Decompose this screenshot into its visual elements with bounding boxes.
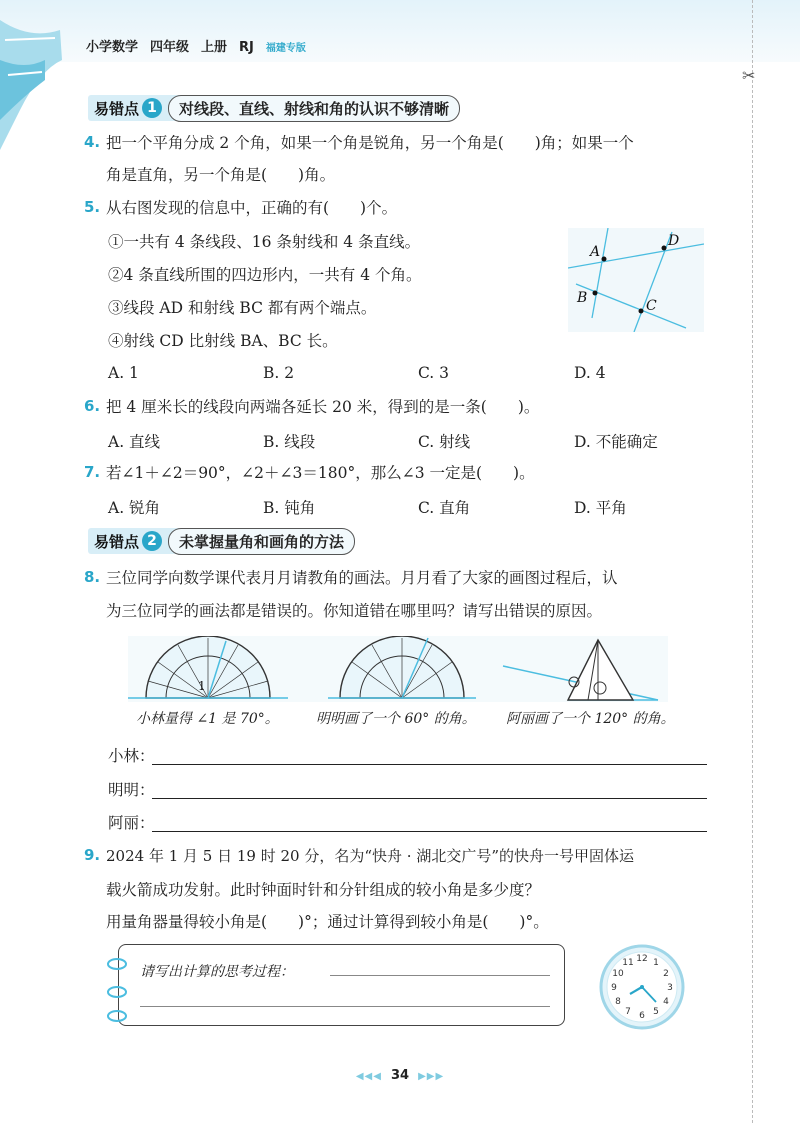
question-number: 4.	[84, 133, 101, 151]
option-d[interactable]: D. 不能确定	[574, 433, 658, 451]
option-a[interactable]: A. 锐角	[108, 499, 161, 517]
answer-line-xiaolin[interactable]	[152, 764, 707, 765]
svg-text:1: 1	[653, 958, 659, 968]
clock-figure	[596, 944, 688, 1030]
protractor-figures	[128, 636, 668, 702]
svg-text:2: 2	[663, 969, 669, 979]
option-c[interactable]: C. 3	[418, 364, 450, 382]
statement-1: ①一共有 4 条线段、16 条射线和 4 条直线。	[108, 233, 421, 251]
question-9-line2: 载火箭成功发射。此时钟面时针和分针组成的较小角是多少度？	[106, 881, 541, 899]
point-b-label: B	[577, 290, 588, 306]
caption-ali: 阿丽画了一个 120° 的角。	[506, 711, 675, 727]
option-c[interactable]: C. 直角	[418, 499, 471, 517]
option-d[interactable]: D. 4	[574, 364, 606, 382]
work-box	[118, 944, 565, 1026]
work-line-1[interactable]	[330, 975, 550, 976]
option-d[interactable]: D. 平角	[574, 499, 627, 517]
svg-text:11: 11	[622, 958, 634, 968]
question-8-line2: 为三位同学的画法都是错误的。你知道错在哪里吗？请写出错误的原因。	[106, 602, 603, 620]
spiral-binding-icon	[104, 956, 130, 1026]
svg-text:9: 9	[611, 983, 617, 993]
svg-text:3: 3	[667, 983, 673, 993]
statement-2: ②4 条直线所围的四边形内，一共有 4 个角。	[108, 266, 422, 284]
statement-4: ④射线 CD 比射线 BA、BC 长。	[108, 332, 338, 350]
statement-3: ③线段 AD 和射线 BC 都有两个端点。	[108, 299, 377, 317]
protractor-1	[128, 636, 288, 698]
point-d-label: D	[668, 233, 680, 249]
option-b[interactable]: B. 钝角	[263, 499, 316, 517]
cut-line	[752, 0, 753, 1123]
scissors-icon: ✂	[742, 66, 756, 85]
point-c-label: C	[646, 298, 657, 314]
caption-xiaolin: 小林量得 ∠1 是 70°。	[136, 711, 279, 727]
running-header: 小学数学 四年级 上册 RJ 福建专版	[86, 40, 306, 55]
svg-text:8: 8	[615, 997, 621, 1007]
point-a-label: A	[590, 244, 601, 260]
work-prompt: 请写出计算的思考过程：	[140, 964, 294, 980]
option-c[interactable]: C. 射线	[418, 433, 471, 451]
question-number: 6.	[84, 397, 101, 415]
pagoda-decoration	[0, 0, 80, 150]
question-5-stem: 从右图发现的信息中，正确的有( )个。	[106, 199, 398, 217]
option-b[interactable]: B. 2	[263, 364, 295, 382]
question-7-stem: 若∠1＋∠2＝90°，∠2＋∠3＝180°，那么∠3 一定是( )。	[106, 464, 535, 482]
question-number: 8.	[84, 568, 101, 586]
answer-label-ali: 阿丽：	[108, 814, 155, 832]
option-b[interactable]: B. 线段	[263, 433, 316, 451]
option-a[interactable]: A. 直线	[108, 433, 161, 451]
set-square-figure	[503, 640, 658, 700]
question-9-line1: 2024 年 1 月 5 日 19 时 20 分，名为“快舟 · 湖北交广号”的快舟一号甲固体运	[106, 847, 634, 865]
question-9-line3: 用量角器量得较小角是( )°；通过计算得到较小角是( )°。	[106, 913, 549, 931]
section-header-2: 易错点 2 未掌握量角和画角的方法	[94, 528, 355, 554]
answer-line-ali[interactable]	[152, 831, 707, 832]
protractor-2	[328, 636, 476, 698]
svg-text:4: 4	[663, 997, 669, 1007]
question-4-line1: 把一个平角分成 2 个角，如果一个角是锐角，另一个角是( )角；如果一个	[106, 134, 634, 152]
question-number: 9.	[84, 846, 101, 864]
svg-text:12: 12	[636, 954, 648, 964]
option-a[interactable]: A. 1	[108, 364, 139, 382]
question-4-line2: 角是直角，另一个角是( )角。	[106, 166, 336, 184]
work-line-2[interactable]	[140, 1006, 550, 1007]
page-number: ◀◀◀ 34 ▶▶▶	[355, 1068, 445, 1083]
svg-text:5: 5	[653, 1007, 659, 1017]
section-header-1: 易错点 1 对线段、直线、射线和角的认识不够清晰	[94, 95, 460, 121]
answer-label-mingming: 明明：	[108, 781, 155, 799]
answer-label-xiaolin: 小林：	[108, 747, 155, 765]
question-8-line1: 三位同学向数学课代表月月请教角的画法。月月看了大家的画图过程后，认	[106, 569, 618, 587]
angle-1-label: 1	[198, 679, 206, 693]
question-number: 7.	[84, 463, 101, 481]
answer-line-mingming[interactable]	[152, 798, 707, 799]
question-number: 5.	[84, 198, 101, 216]
question-6-stem: 把 4 厘米长的线段向两端各延长 20 米，得到的是一条( )。	[106, 398, 540, 416]
lines-figure	[568, 228, 704, 332]
caption-mingming: 明明画了一个 60° 的角。	[316, 711, 476, 727]
svg-text:10: 10	[612, 969, 624, 979]
svg-text:6: 6	[639, 1011, 645, 1021]
svg-text:7: 7	[625, 1007, 631, 1017]
